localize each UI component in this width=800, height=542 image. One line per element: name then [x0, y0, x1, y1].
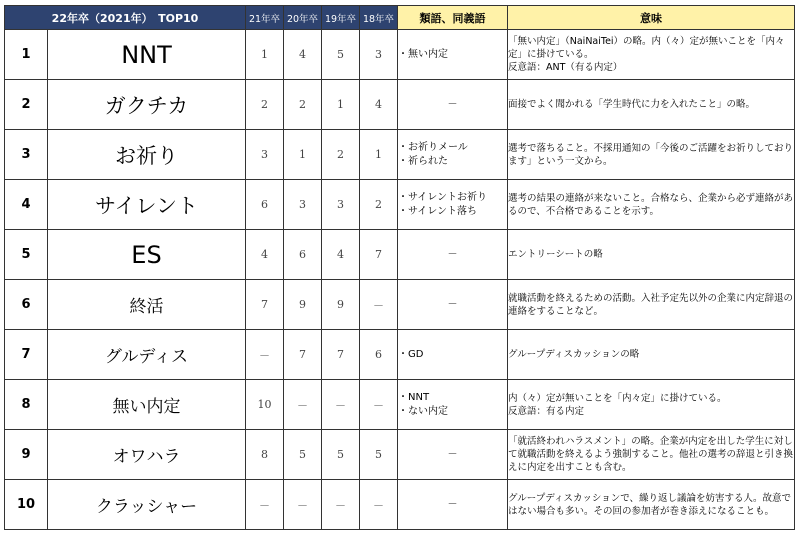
rank-18: 5	[360, 430, 398, 480]
synonyms-cell	[398, 480, 508, 530]
rank-18: －	[360, 280, 398, 330]
year-header-18: 18年卒	[360, 6, 398, 30]
synonym-item: ・無い内定	[398, 48, 448, 60]
synonym-item: －	[447, 298, 458, 310]
synonym-item: －	[447, 248, 458, 260]
term-cell: ガクチカ	[48, 80, 246, 130]
rank-21: 7	[246, 280, 284, 330]
table-title: 22年卒（2021年） TOP10	[5, 6, 246, 30]
meaning-line: 内（々）定が無いことを「内々定」に掛けている。	[508, 392, 727, 404]
rank-21: 10	[246, 380, 284, 430]
rank-18: 2	[360, 180, 398, 230]
rank-18: －	[360, 480, 398, 530]
meaning-line: エントリーシートの略	[508, 249, 603, 260]
rank-number: 3	[5, 130, 48, 180]
term-cell: オワハラ	[48, 430, 246, 480]
rank-20: 5	[284, 430, 322, 480]
synonym-item: ・GD	[398, 348, 424, 360]
term-cell: ES	[48, 230, 246, 280]
rank-18: 6	[360, 330, 398, 380]
rank-20: 4	[284, 30, 322, 80]
term-cell: クラッシャー	[48, 480, 246, 530]
term-cell: 終活	[48, 280, 246, 330]
synonym-item: ・NNT	[398, 391, 430, 403]
year-header-19: 19年卒	[322, 6, 360, 30]
meaning-cell	[508, 30, 795, 80]
term-cell: 無い内定	[48, 380, 246, 430]
synonyms-cell	[398, 130, 508, 180]
rank-21: 8	[246, 430, 284, 480]
synonyms-cell	[398, 230, 508, 280]
synonyms-cell	[398, 280, 508, 330]
rank-21: －	[246, 480, 284, 530]
meaning-line: グループディスカッションの略	[508, 349, 640, 360]
table-row	[5, 80, 795, 130]
rank-number: 1	[5, 30, 48, 80]
rank-number: 6	[5, 280, 48, 330]
synonym-item: －	[447, 498, 458, 510]
rank-19: －	[322, 480, 360, 530]
rank-20: 3	[284, 180, 322, 230]
table-row	[5, 430, 795, 480]
rank-number: 10	[5, 480, 48, 530]
synonyms-cell	[398, 80, 508, 130]
synonyms-cell	[398, 380, 508, 430]
header-row	[5, 6, 795, 30]
meaning-cell	[508, 280, 795, 330]
year-header-20: 20年卒	[284, 6, 322, 30]
synonyms-header: 類語、同義語	[398, 6, 508, 30]
rank-19: 4	[322, 230, 360, 280]
meaning-line: 反意語：有る内定	[508, 405, 585, 417]
meaning-line: 反意語：ANT（有る内定）	[508, 62, 623, 73]
meaning-line: 「就活終われハラスメント」の略。企業が内定を出した学生に対して就職活動を終えるよう強制すること。他社の選考の辞退と引き換えに内定を出すことも含む。	[508, 436, 794, 473]
synonym-item: ・サイレント落ち	[398, 205, 478, 217]
rank-20: 9	[284, 280, 322, 330]
table-row	[5, 480, 795, 530]
rank-number: 9	[5, 430, 48, 480]
meaning-header: 意味	[508, 6, 795, 30]
table-row	[5, 380, 795, 430]
rank-number: 4	[5, 180, 48, 230]
term-cell: サイレント	[48, 180, 246, 230]
table-row	[5, 130, 795, 180]
meaning-cell	[508, 480, 795, 530]
rank-19: 3	[322, 180, 360, 230]
rank-19: 2	[322, 130, 360, 180]
meaning-line: 「無い内定」（NaiNaiTei）の略。内（々）定が無いことを「内々定」に掛けている。	[508, 36, 785, 60]
rank-18: 1	[360, 130, 398, 180]
meaning-cell	[508, 430, 795, 480]
meaning-line: グループディスカッションで、繰り返し議論を妨害する人。故意ではない場合も多い。その回の参加者が巻き添えになることも。	[508, 492, 792, 517]
rank-20: 6	[284, 230, 322, 280]
rank-number: 7	[5, 330, 48, 380]
table-row	[5, 330, 795, 380]
meaning-line: 選考で落ちること。不採用通知の「今後のご活躍をお祈りしております」という一文から。	[508, 142, 794, 167]
rank-19: 1	[322, 80, 360, 130]
rank-number: 5	[5, 230, 48, 280]
term-cell: お祈り	[48, 130, 246, 180]
synonyms-cell	[398, 430, 508, 480]
meaning-cell	[508, 130, 795, 180]
meaning-line: 就職活動を終えるための活動。入社予定先以外の企業に内定辞退の連絡をすることなど。	[508, 292, 794, 317]
rank-number: 2	[5, 80, 48, 130]
rank-21: －	[246, 330, 284, 380]
year-header-21: 21年卒	[246, 6, 284, 30]
rank-21: 2	[246, 80, 284, 130]
table-row	[5, 30, 795, 80]
table-row	[5, 280, 795, 330]
rank-21: 6	[246, 180, 284, 230]
rank-18: 4	[360, 80, 398, 130]
meaning-cell	[508, 180, 795, 230]
rank-20: 2	[284, 80, 322, 130]
meaning-line: 面接でよく聞かれる「学生時代に力を入れたこと」の略。	[508, 99, 756, 110]
rank-21: 1	[246, 30, 284, 80]
meaning-cell	[508, 230, 795, 280]
table-row	[5, 230, 795, 280]
meaning-cell	[508, 380, 795, 430]
term-cell: グルディス	[48, 330, 246, 380]
rank-19: －	[322, 380, 360, 430]
meaning-cell	[508, 330, 795, 380]
rank-20: 7	[284, 330, 322, 380]
rank-21: 3	[246, 130, 284, 180]
rank-20: －	[284, 480, 322, 530]
rank-18: －	[360, 380, 398, 430]
rank-19: 5	[322, 430, 360, 480]
synonyms-cell	[398, 180, 508, 230]
synonym-item: ・お祈りメール	[398, 141, 468, 153]
synonyms-cell	[398, 30, 508, 80]
rank-number: 8	[5, 380, 48, 430]
rank-19: 7	[322, 330, 360, 380]
ranking-table	[4, 5, 795, 530]
meaning-cell	[508, 80, 795, 130]
rank-19: 9	[322, 280, 360, 330]
rank-18: 7	[360, 230, 398, 280]
synonym-item: －	[447, 448, 458, 460]
rank-19: 5	[322, 30, 360, 80]
synonyms-cell	[398, 330, 508, 380]
synonym-item: ・サイレントお祈り	[398, 191, 488, 203]
rank-18: 3	[360, 30, 398, 80]
term-cell: NNT	[48, 30, 246, 80]
synonym-item: ・祈られた	[398, 155, 448, 167]
rank-21: 4	[246, 230, 284, 280]
meaning-line: 選考の結果の連絡が来ないこと。合格なら、企業から必ず連絡があるので、不合格であることを示す。	[508, 192, 794, 217]
synonym-item: ・ない内定	[398, 405, 448, 417]
rank-20: 1	[284, 130, 322, 180]
synonym-item: －	[447, 98, 458, 110]
rank-20: －	[284, 380, 322, 430]
table-row	[5, 180, 795, 230]
